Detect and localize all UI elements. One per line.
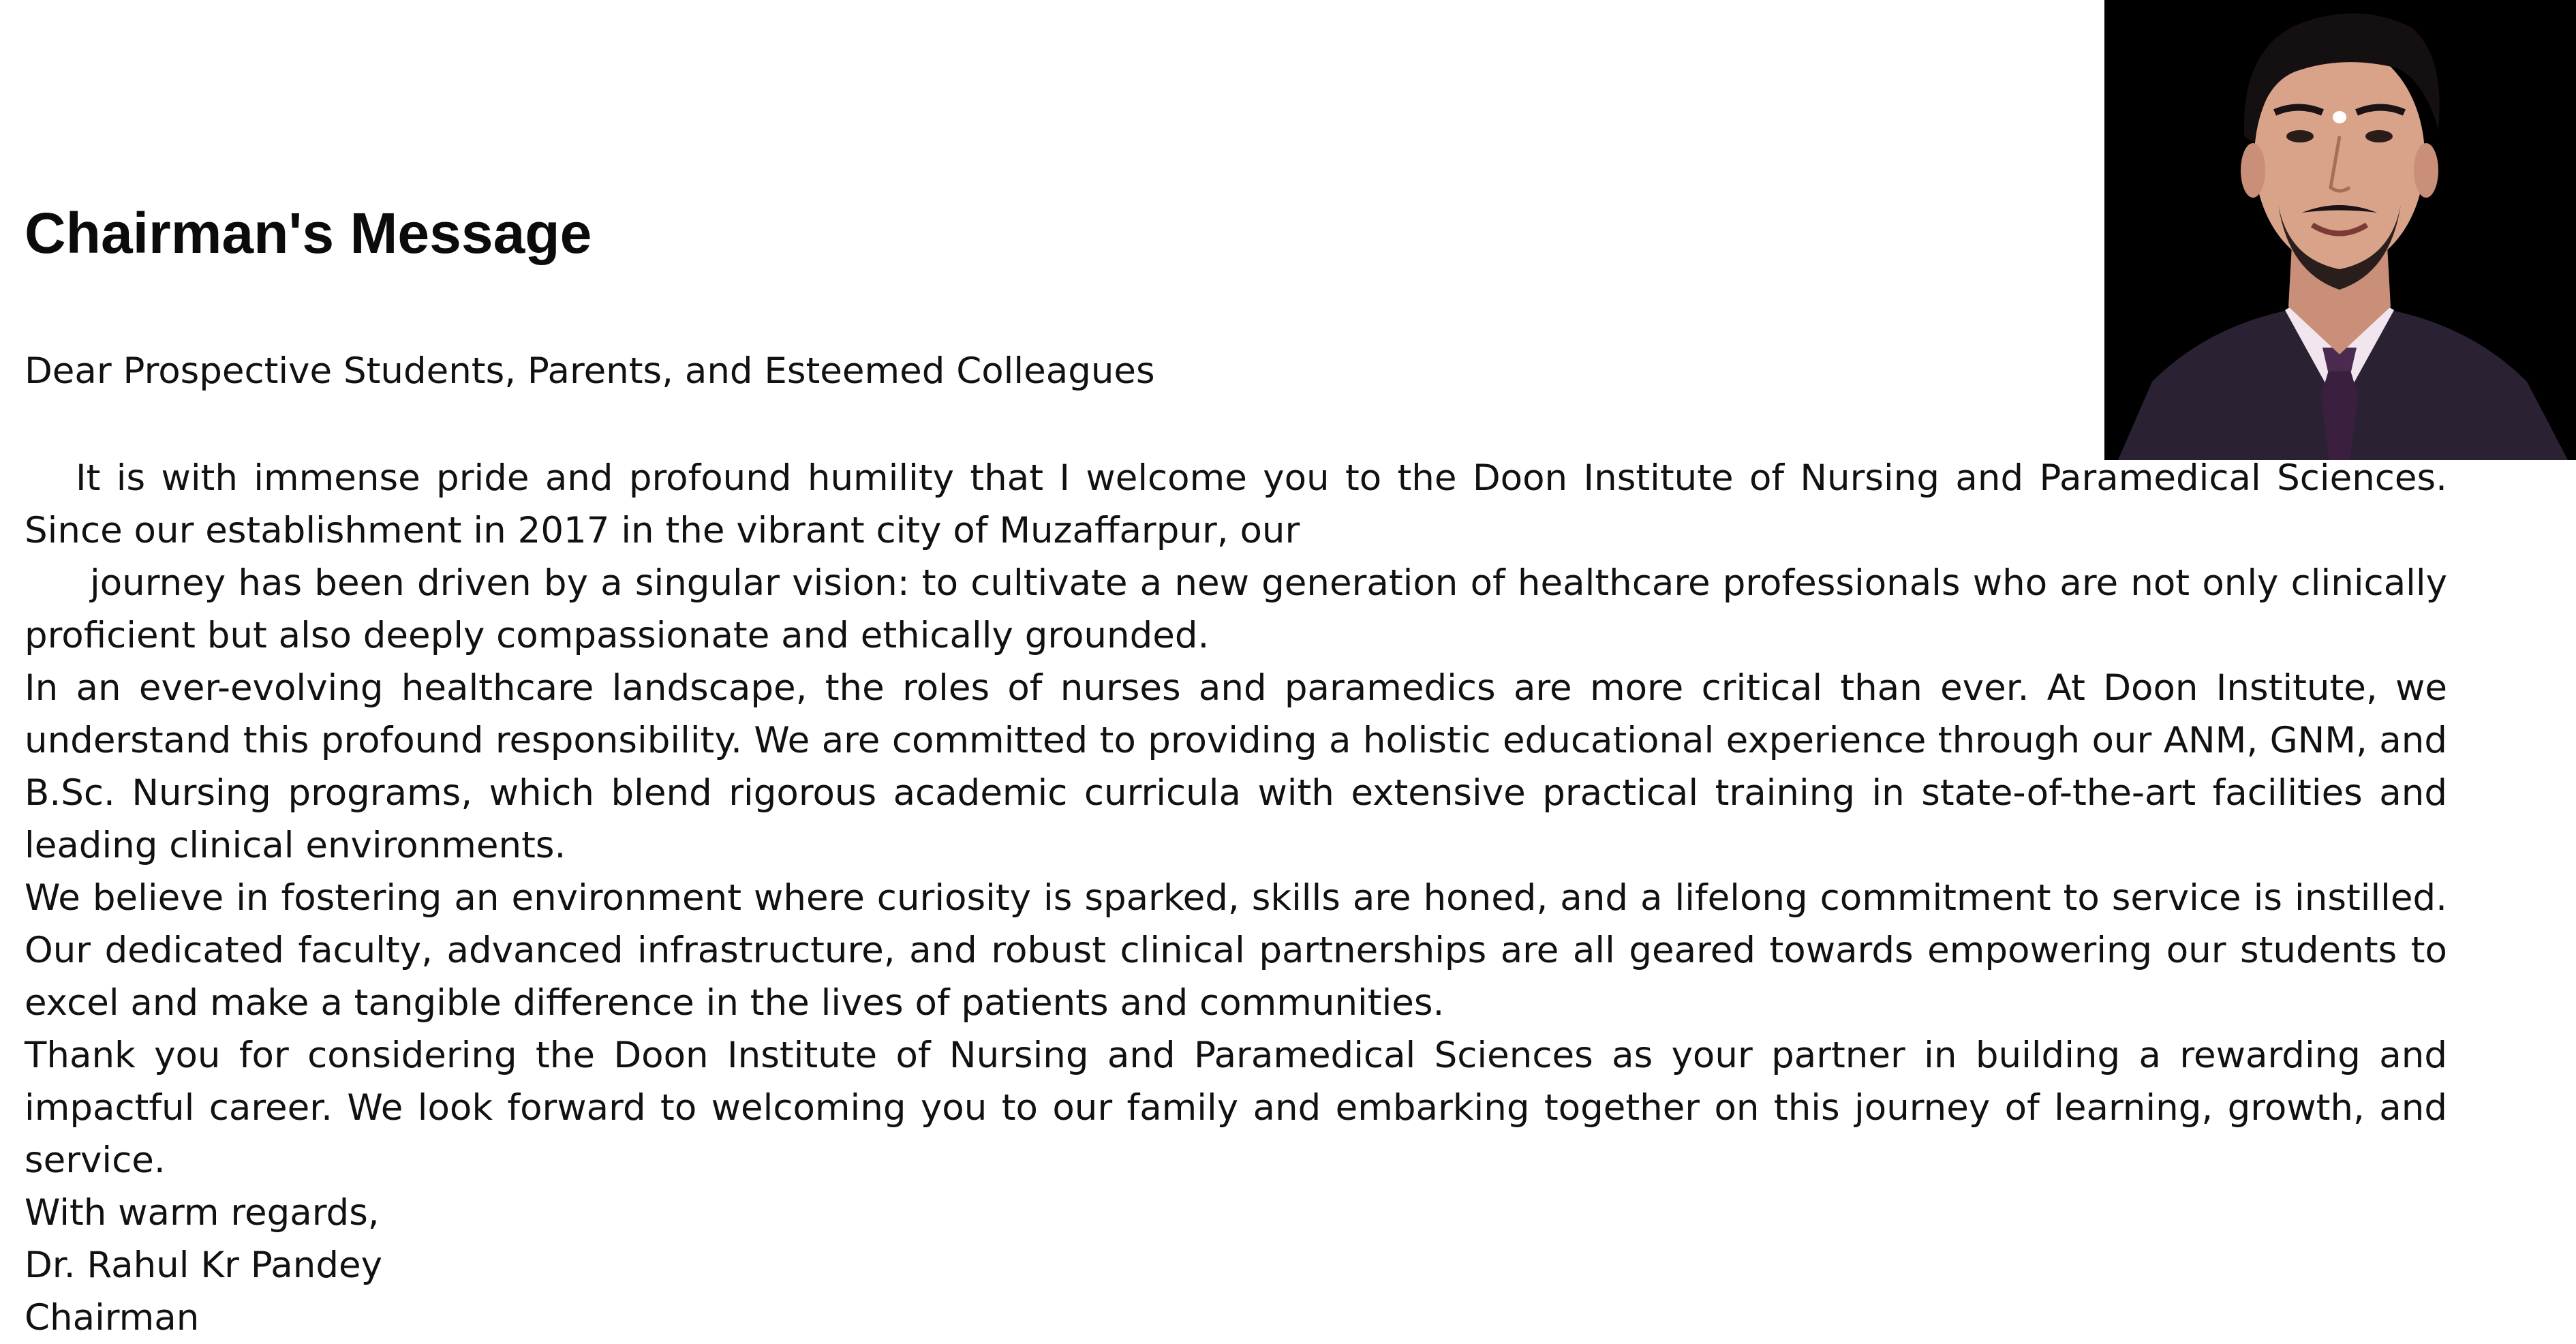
signature-closing: With warm regards, xyxy=(25,1192,380,1234)
paragraph-intro-text: It is with immense pride and profound humility that I welcome you to the Doon Institute of Nursing and Paramedical Sciences. Since our establishment in 2017 in the vibrant city of Muzaffarpur, our xyxy=(25,457,2447,551)
page-title: Chairman's Message xyxy=(25,201,592,265)
paragraph-environment: We believe in fostering an environment where curiosity is sparked, skills are honed, and a lifelong commitment to service is instilled. Our dedicated faculty, advanced infrastructure, and robust clinical partnerships are all geared towards empowering our students to excel and make a tangible difference in the lives of patients and communities. xyxy=(25,877,2447,1024)
paragraph-thanks: Thank you for considering the Doon Institute of Nursing and Paramedical Sciences as your partner in building a rewarding and impactful career. We look forward to welcoming you to our family and embarking together on this journey of learning, growth, and service. xyxy=(25,1035,2447,1181)
signature-role: Chairman xyxy=(25,1297,200,1339)
chairman-photo xyxy=(2104,0,2576,460)
salutation: Dear Prospective Students, Parents, and Esteemed Colleagues xyxy=(25,350,1155,392)
message-body xyxy=(25,452,2447,1344)
paragraph-vision xyxy=(25,557,2447,662)
signature-name: Dr. Rahul Kr Pandey xyxy=(25,1244,382,1286)
paragraph-vision-text: journey has been driven by a singular vision: to cultivate a new generation of healthcare professionals who are not only clinically proficient but also deeply compassionate and ethically grounded. xyxy=(25,562,2447,656)
chairman-portrait-icon xyxy=(2104,0,2576,460)
paragraph-intro xyxy=(25,452,2447,557)
paragraph-programs: In an ever-evolving healthcare landscape, the roles of nurses and paramedics are more critical than ever. At Doon Institute, we understand this profound responsibility. We are committed to providing a holistic educational experience through our ANM, GNM, and B.Sc. Nursing programs, which blend rigorous academic curricula with extensive practical training in state-of-the-art facilities and leading clinical environments. xyxy=(25,667,2447,866)
